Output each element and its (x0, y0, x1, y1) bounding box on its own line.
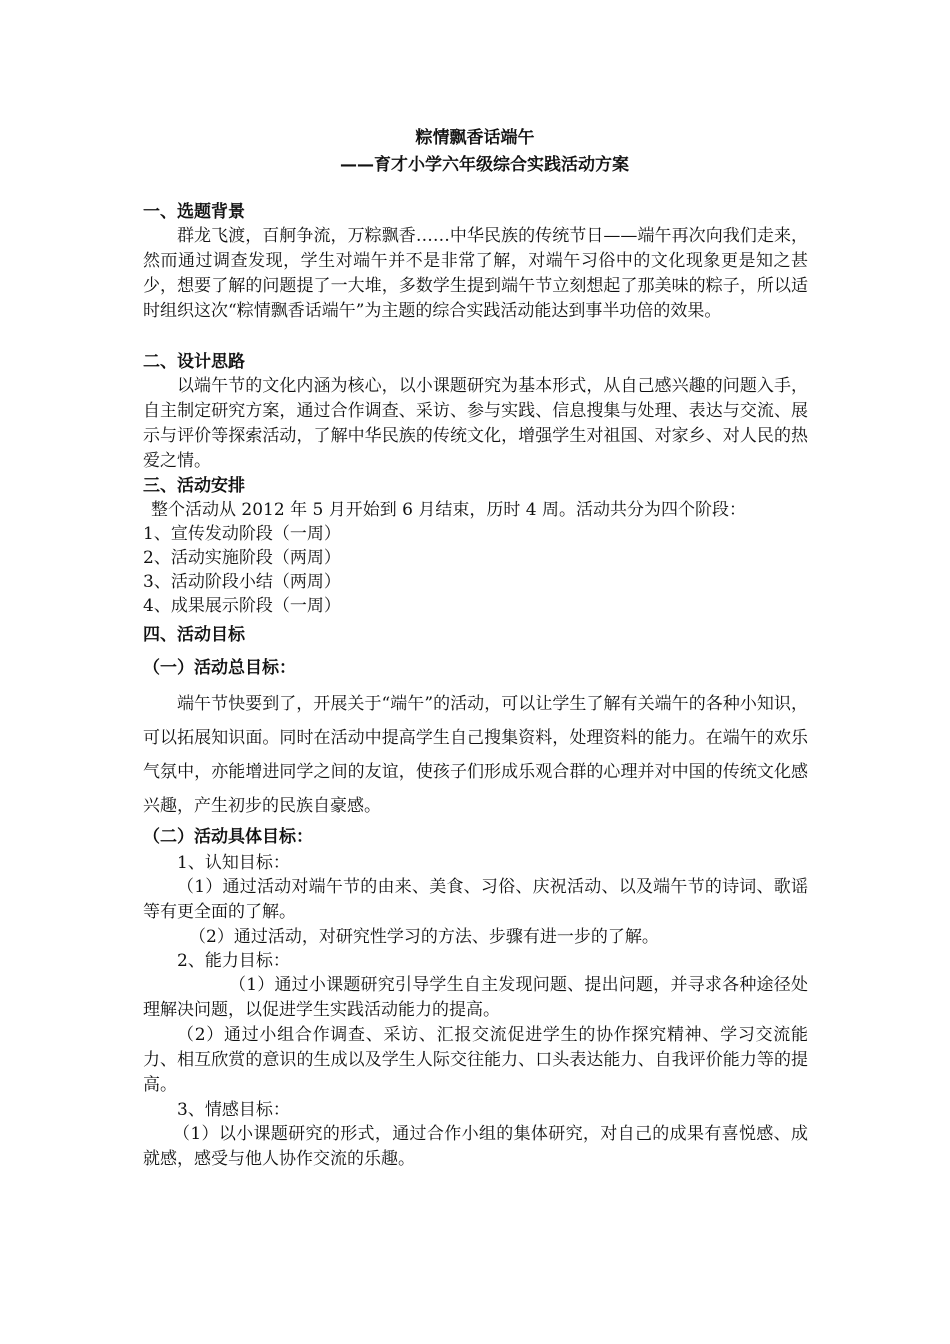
section-heading-goals: 四、活动目标 (143, 625, 245, 645)
schedule-stage: 4、成果展示阶段（一周） (143, 596, 341, 616)
section-heading-background: 一、选题背景 (143, 202, 245, 222)
goal-ability-2: （2）通过小组合作调查、采访、汇报交流促进学生的协作探究精神、学习交流能力、相互欣赏的意识的生成以及学生人际交往能力、口头表达能力、自我评价能力等的提高。 (143, 1025, 808, 1095)
goal-cognitive-label: 1、认知目标： (177, 853, 290, 873)
goal-cognitive-2: （2）通过活动，对研究性学习的方法、步骤有进一步的了解。 (189, 927, 659, 947)
goal-emotion-1: （1）以小课题研究的形式，通过合作小组的集体研究，对自己的成果有喜悦感、成就感，感受与他人协作交流的乐趣。 (143, 1124, 808, 1169)
subsection-heading-specific: （二）活动具体目标： (143, 827, 313, 847)
schedule-intro: 整个活动从 2012 年 5 月开始到 6 月结束，历时 4 周。活动共分为四个阶段： (151, 500, 746, 520)
section-text-design: 以端午节的文化内涵为核心，以小课题研究为基本形式，从自己感兴趣的问题入手，自主制定研究方案，通过合作调查、采访、参与实践、信息搜集与处理、表达与交流、展示与评价等探索活动，了解中华民族的传统文化，增强学生对祖国、对家乡、对人民的热爱之情。 (143, 376, 808, 471)
schedule-stage: 1、宣传发动阶段（一周） (143, 524, 341, 544)
section-text-background: 群龙飞渡，百舸争流，万粽飘香……中华民族的传统节日——端午再次向我们走来，然而通过调查发现，学生对端午并不是非常了解，对端午习俗中的文化现象更是知之甚少，想要了解的问题提了一大堆，多数学生提到端午节立刻想起了那美味的粽子，所以适时组织这次“粽情飘香话端午”为主题的综合实践活动能达到事半功倍的效果。 (143, 226, 808, 321)
goal-cognitive-1: （1）通过活动对端午节的由来、美食、习俗、庆祝活动、以及端午节的诗词、歌谣等有更全面的了解。 (143, 877, 808, 922)
document-title: 粽情飘香话端午 (415, 128, 535, 148)
document-subtitle: ——育才小学六年级综合实践活动方案 (340, 155, 629, 175)
schedule-stage: 3、活动阶段小结（两周） (143, 572, 341, 592)
schedule-stage: 2、活动实施阶段（两周） (143, 548, 341, 568)
goal-ability-1: （1）通过小课题研究引导学生自主发现问题、提出问题，并寻求各种途径处理解决问题，以促进学生实践活动能力的提高。 (143, 975, 808, 1020)
goal-ability-label: 2、能力目标： (177, 951, 290, 971)
section-heading-schedule: 三、活动安排 (143, 476, 245, 496)
goal-emotion-label: 3、情感目标： (177, 1100, 290, 1120)
overall-goal-text: 端午节快要到了，开展关于“端午”的活动，可以让学生了解有关端午的各种小知识，可以拓展知识面。同时在活动中提高学生自己搜集资料，处理资料的能力。在端午的欢乐气氛中，亦能增进同学之间的友谊，使孩子们形成乐观合群的心理并对中国的传统文化感兴趣，产生初步的民族自豪感。 (143, 694, 808, 816)
subsection-heading-overall: （一）活动总目标： (143, 658, 296, 678)
section-heading-design: 二、设计思路 (143, 352, 245, 372)
